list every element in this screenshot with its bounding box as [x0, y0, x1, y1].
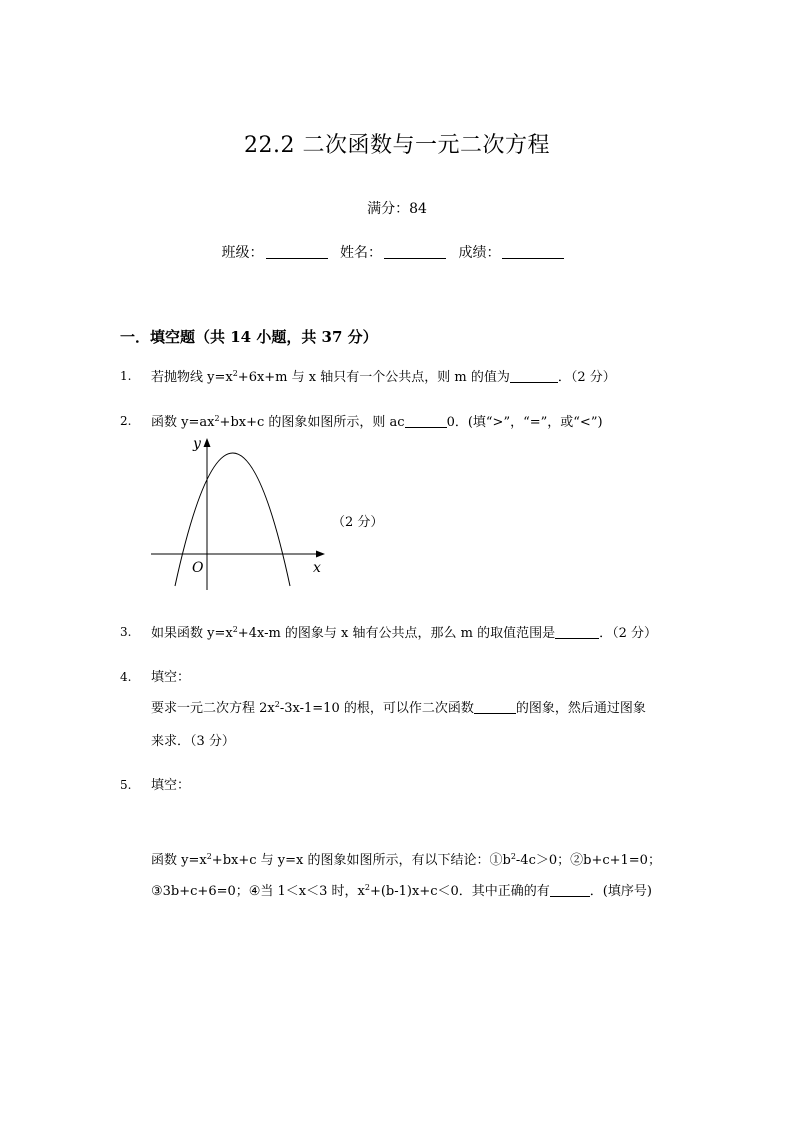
question-text: 如果函数 $y=x^2+4x-m$ 的图象与 x 轴有公共点，那么 m 的取值范围是 ．（2 分）: [151, 625, 658, 641]
page-title: 22.2 二次函数与一元二次方程: [244, 133, 550, 158]
question-text: 若抛物线 $y=x^2+6x+m$ 与 x 轴只有一个公共点，则 m 的值为 ．（2 分）: [151, 369, 616, 385]
question-number: 2.: [120, 414, 132, 428]
origin-label: O: [192, 560, 204, 576]
question-head: 填空：: [151, 778, 191, 793]
question-text: 要求一元二次方程 $2x^2-3x-1=10$ 的根，可以作二次函数 的图象，然后通过图象: [151, 700, 646, 716]
question-text: 函数 $y=ax^2+bx+c$ 的图象如图所示，则 ac 0．(填“>”，“=”，或“<”): [151, 414, 603, 430]
grade-blank: [502, 244, 564, 259]
question-number: 4.: [120, 670, 132, 684]
question-points: （2 分）: [332, 515, 384, 530]
class-label: 班级：: [221, 245, 264, 261]
question-text-continued: 来求．（3 分）: [151, 734, 235, 749]
y-axis-label: y: [193, 436, 201, 452]
x-axis-arrow: [316, 551, 325, 558]
question-text-continued: ③3b+c+6=0；④当 1＜x＜3 时，$x^2+(b-1)x+c<0$．其中正确的有 ．(填序号): [151, 883, 652, 899]
section-heading: 一．填空题（共 14 小题，共 37 分）: [120, 328, 378, 346]
question-number: 3.: [120, 625, 132, 639]
answer-blank: [555, 626, 599, 639]
name-blank: [384, 244, 446, 259]
question-number: 1.: [120, 369, 132, 383]
answer-blank: [405, 415, 447, 428]
name-label: 姓名：: [340, 245, 382, 261]
question-text: 函数 $y=x^2+bx+c$ 与 y=x 的图象如图所示，有以下结论：$①b^2-4c>0$；②b+c+1=0；: [151, 852, 661, 868]
y-axis-arrow: [204, 438, 211, 447]
question-head: 填空：: [151, 670, 191, 685]
x-axis-label: x: [313, 560, 321, 576]
student-info-line: [0, 242, 794, 262]
question-number: 5.: [120, 778, 132, 792]
total-score: 满分：84: [367, 201, 427, 217]
answer-blank: [474, 701, 516, 714]
grade-label: 成绩：: [458, 245, 501, 261]
parabola-graph: [145, 430, 335, 600]
answer-blank: [550, 884, 590, 897]
class-blank: [266, 244, 328, 259]
answer-blank: [510, 370, 558, 383]
